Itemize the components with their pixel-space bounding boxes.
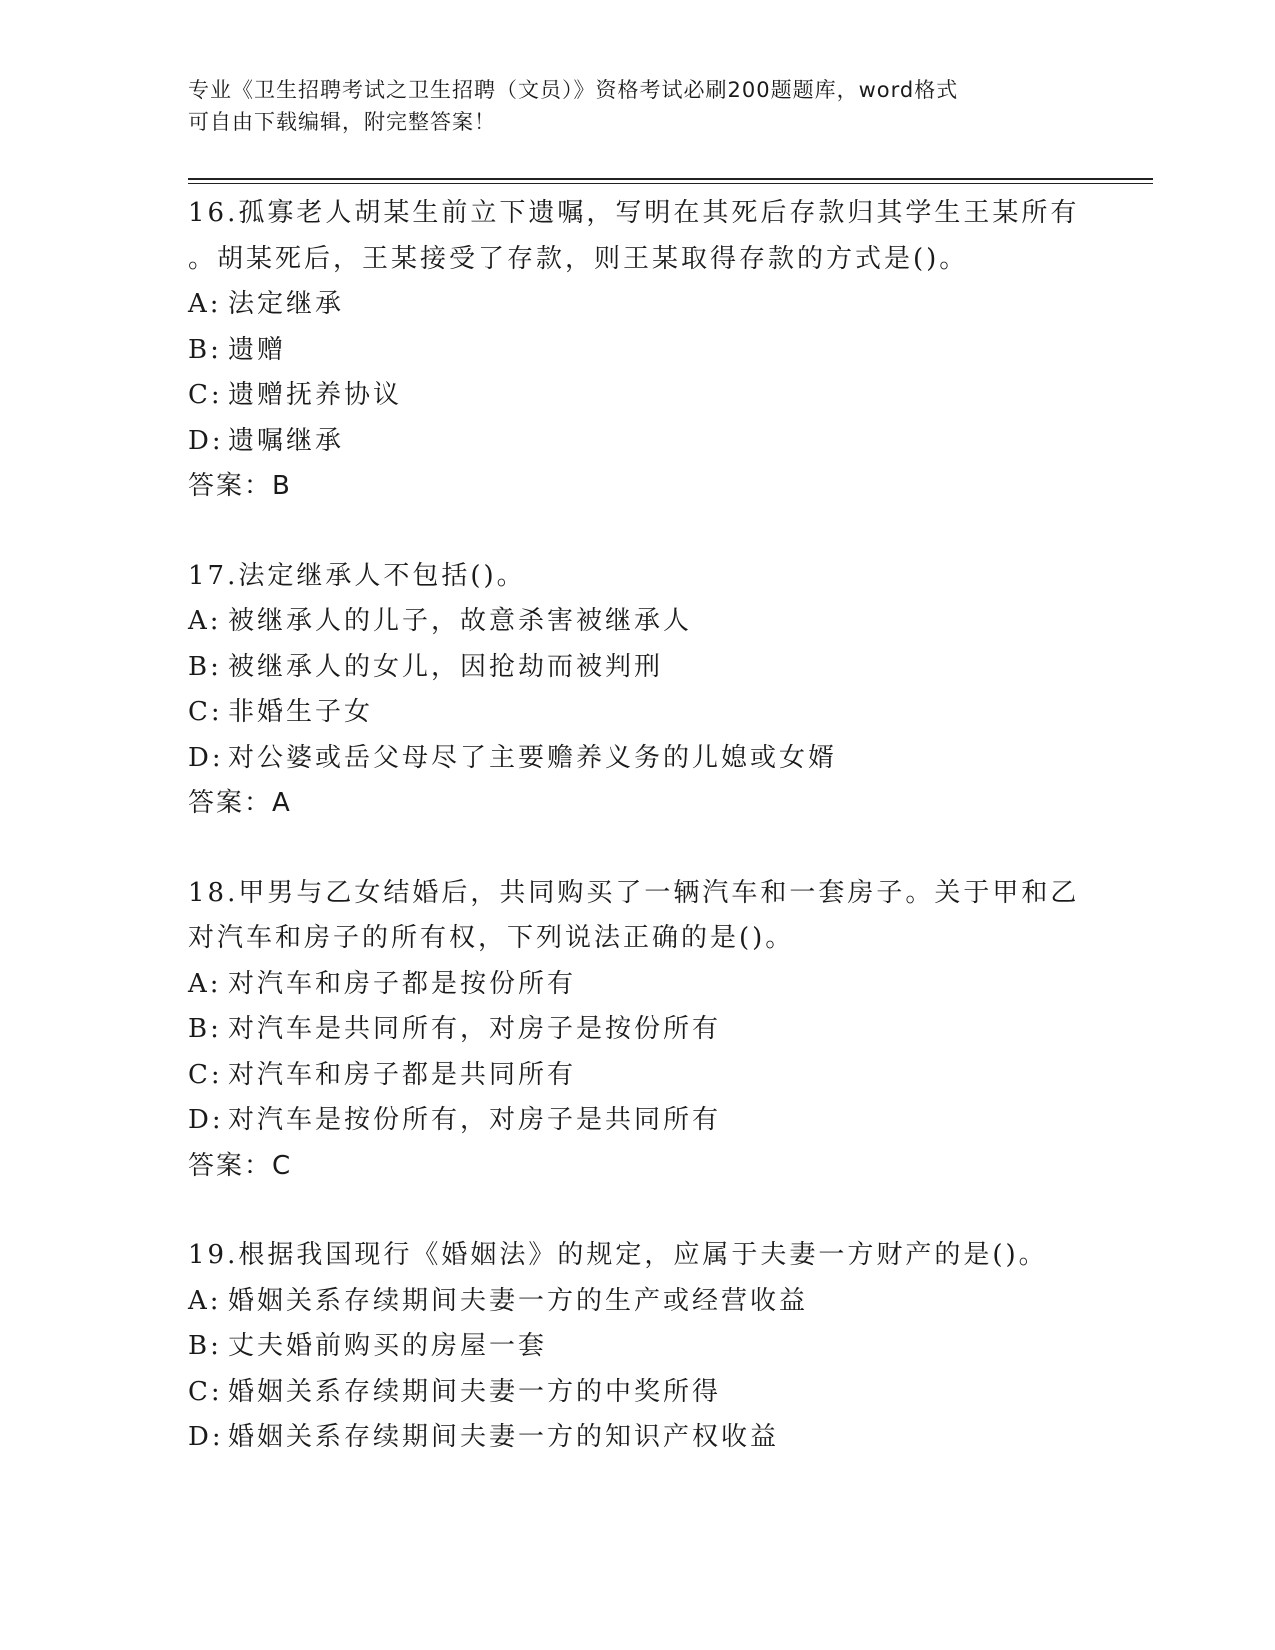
option-b bbox=[188, 645, 1088, 691]
header-divider-thin bbox=[188, 183, 1153, 184]
option-letter: D: bbox=[188, 742, 224, 773]
option-letter: B: bbox=[188, 651, 222, 682]
question-stem-line: 16.孤寡老人胡某生前立下遗嘱，写明在其死后存款归其学生王某所有 bbox=[188, 198, 1080, 228]
option-text: 对公婆或岳父母尽了主要赡养义务的儿媳或女婿 bbox=[228, 742, 838, 773]
option-b bbox=[188, 328, 1088, 374]
option-b bbox=[188, 1324, 1088, 1370]
option-letter: B: bbox=[188, 334, 222, 365]
option-text: 遗嘱继承 bbox=[228, 425, 345, 456]
answer-label: 答案：C bbox=[188, 1150, 293, 1181]
answer-label: 答案：A bbox=[188, 788, 292, 818]
option-letter: A: bbox=[188, 606, 222, 636]
option-text: 对汽车和房子都是按份所有 bbox=[228, 968, 577, 999]
option-letter: C: bbox=[188, 1376, 223, 1407]
option-text: 婚姻关系存续期间夫妻一方的知识产权收益 bbox=[228, 1422, 780, 1452]
option-d bbox=[188, 1098, 1088, 1144]
option-a bbox=[188, 282, 1088, 328]
question-stem-line: 18.甲男与乙女结婚后，共同购买了一辆汽车和一套房子。关于甲和乙 bbox=[188, 877, 1080, 908]
question-17 bbox=[188, 554, 1088, 827]
option-text: 法定继承 bbox=[228, 289, 345, 319]
option-text: 丈夫婚前购买的房屋一套 bbox=[228, 1331, 548, 1361]
question-16 bbox=[188, 191, 1088, 510]
option-letter: A: bbox=[188, 1285, 222, 1316]
option-text: 婚姻关系存续期间夫妻一方的生产或经营收益 bbox=[228, 1285, 809, 1316]
question-stem-line: 17.法定继承人不包括()。 bbox=[188, 560, 526, 591]
option-letter: C: bbox=[188, 697, 223, 727]
option-letter: C: bbox=[188, 380, 223, 410]
option-text: 非婚生子女 bbox=[228, 697, 374, 727]
option-letter: C: bbox=[188, 1059, 223, 1090]
option-a bbox=[188, 1279, 1088, 1325]
option-letter: D: bbox=[188, 425, 224, 456]
option-letter: B: bbox=[188, 1014, 222, 1044]
option-text: 遗赠 bbox=[228, 334, 287, 365]
option-letter: B: bbox=[188, 1331, 222, 1361]
option-text: 遗赠抚养协议 bbox=[228, 380, 403, 410]
option-text: 婚姻关系存续期间夫妻一方的中奖所得 bbox=[228, 1376, 722, 1407]
option-text: 对汽车是按份所有，对房子是共同所有 bbox=[228, 1105, 722, 1135]
option-letter: A: bbox=[188, 968, 222, 999]
option-a bbox=[188, 599, 1088, 645]
option-d bbox=[188, 1415, 1088, 1461]
option-letter: D: bbox=[188, 1105, 224, 1135]
option-letter: A: bbox=[188, 289, 222, 319]
option-d bbox=[188, 736, 1088, 782]
option-text: 对汽车和房子都是共同所有 bbox=[228, 1059, 577, 1090]
option-c bbox=[188, 1370, 1088, 1416]
option-d bbox=[188, 419, 1088, 465]
option-c bbox=[188, 373, 1088, 419]
question-18 bbox=[188, 871, 1088, 1190]
question-stem-line: 对汽车和房子的所有权，下列说法正确的是()。 bbox=[188, 923, 795, 953]
option-c bbox=[188, 690, 1088, 736]
header-divider-thick bbox=[188, 178, 1153, 180]
question-stem-line: 19.根据我国现行《婚姻法》的规定，应属于夫妻一方财产的是()。 bbox=[188, 1240, 1048, 1270]
page-header bbox=[188, 74, 1068, 138]
option-letter: D: bbox=[188, 1422, 224, 1452]
header-line-2: 可自由下载编辑，附完整答案！ bbox=[188, 110, 496, 134]
option-text: 对汽车是共同所有，对房子是按份所有 bbox=[228, 1014, 722, 1044]
option-text: 被继承人的女儿，因抢劫而被判刑 bbox=[228, 651, 664, 682]
question-stem-line: 。胡某死后，王某接受了存款，则王某取得存款的方式是()。 bbox=[188, 243, 969, 274]
header-line-1: 专业《卫生招聘考试之卫生招聘（文员）》资格考试必刷200题题库，word格式 bbox=[188, 78, 959, 102]
option-text: 被继承人的儿子，故意杀害被继承人 bbox=[228, 606, 693, 636]
answer-label: 答案：B bbox=[188, 471, 292, 501]
question-list bbox=[188, 191, 1088, 1505]
option-a bbox=[188, 962, 1088, 1008]
option-b bbox=[188, 1007, 1088, 1053]
question-19 bbox=[188, 1233, 1088, 1461]
option-c bbox=[188, 1053, 1088, 1099]
